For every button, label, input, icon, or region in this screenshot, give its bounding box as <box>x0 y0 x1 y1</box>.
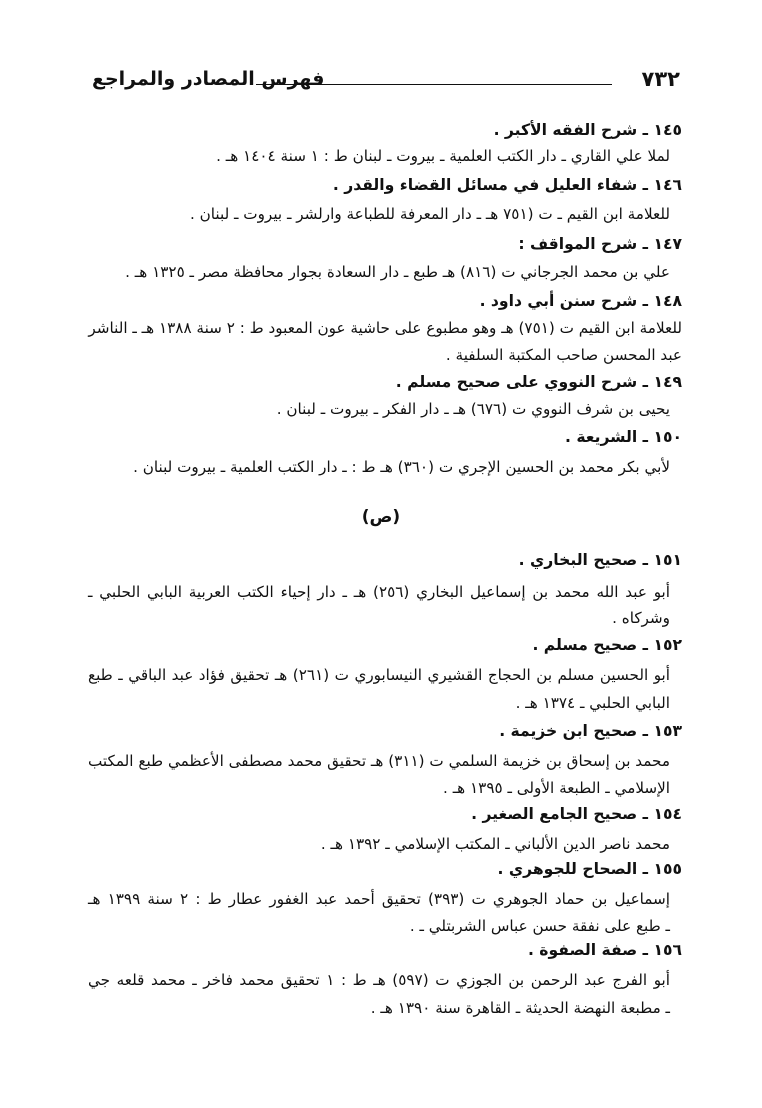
entry-description: محمد بن إسحاق بن خزيمة السلمي ت (٣١١) هـ تحقيق محمد مصطفى الأعظمي طبع المكتب <box>88 752 670 770</box>
entry-title: ١٤٧ ـ شرح المواقف : <box>518 235 682 253</box>
entry-description: أبو عبد الله محمد بن إسماعيل البخاري (٢٥٦) هـ ـ دار إحياء الكتب العربية البابي الحلبي ـ <box>88 583 670 601</box>
entry-title: ١٤٦ ـ شفاء العليل في مسائل القضاء والقدر . <box>332 176 682 194</box>
entry-description: للعلامة ابن القيم ـ ت (٧٥١ هـ ـ دار المعرفة للطباعة وارلشر ـ بيروت ـ لبنان . <box>189 205 670 223</box>
entry-title: ١٥٢ ـ صحيح مسلم . <box>532 636 682 654</box>
entry-title: ١٥٥ ـ الصحاح للجوهري . <box>497 860 682 878</box>
section-heading: (ص) <box>361 507 401 527</box>
entry-description: وشركاه . <box>612 609 670 627</box>
entry-description: ـ مطبعة النهضة الحديثة ـ القاهرة سنة ١٣٩٠ هـ . <box>370 999 670 1017</box>
entry-description: علي بن محمد الجرجاني ت (٨١٦) هـ طبع ـ دار السعادة بجوار محافظة مصر ـ ١٣٢٥ هـ . <box>125 263 670 281</box>
entry-title: ١٥٣ ـ صحيح ابن خزيمة . <box>499 722 682 740</box>
page-number: ٧٣٢ <box>641 67 680 91</box>
entry-title: ١٥٤ ـ صحيح الجامع الصغير . <box>471 805 682 823</box>
entry-description: لملا علي القاري ـ دار الكتب العلمية ـ بيروت ـ لبنان ط : ١ سنة ١٤٠٤ هـ . <box>216 147 670 165</box>
entry-title: ١٥٦ ـ صفة الصفوة . <box>527 941 682 959</box>
entry-description: أبو الفرج عبد الرحمن بن الجوزي ت (٥٩٧) هـ ط : ١ تحقيق محمد فاخر ـ محمد قلعه جي <box>88 971 670 989</box>
entry-description: محمد ناصر الدين الألباني ـ المكتب الإسلامي ـ ١٣٩٢ هـ . <box>320 835 670 853</box>
page-header <box>92 64 680 96</box>
entry-description: عبد المحسن صاحب المكتبة السلفية . <box>445 346 682 364</box>
entry-title: ١٥٠ ـ الشريعة . <box>565 428 682 446</box>
entry-description: إسماعيل بن حماد الجوهري ت (٣٩٣) تحقيق أحمد عبد الغفور عطار ط : ٢ سنة ١٣٩٩ هـ <box>88 890 670 908</box>
entry-title: ١٤٩ ـ شرح النووي على صحيح مسلم . <box>395 373 682 391</box>
entry-description: الإسلامي ـ الطبعة الأولى ـ ١٣٩٥ هـ . <box>443 779 670 797</box>
entry-description: لأبي بكر محمد بن الحسين الإجري ت (٣٦٠) هـ ط : ـ دار الكتب العلمية ـ بيروت لبنان . <box>133 458 670 476</box>
entry-title: ١٤٨ ـ شرح سنن أبي داود . <box>479 292 682 310</box>
entry-description: يحيى بن شرف النووي ت (٦٧٦) هـ ـ دار الفكر ـ بيروت ـ لبنان . <box>276 400 670 418</box>
entry-title: ١٥١ ـ صحيح البخاري . <box>518 551 682 569</box>
running-title: فهرس المصادر والمراجع <box>92 68 325 90</box>
entry-description: أبو الحسين مسلم بن الحجاج القشيري النيسابوري ت (٢٦١) هـ تحقيق فؤاد عبد الباقي ـ طبع <box>88 666 671 684</box>
entry-description: للعلامة ابن القيم ت (٧٥١) هـ وهو مطبوع على حاشية عون المعبود ط : ٢ سنة ١٣٨٨ هـ ـ الناشر <box>88 319 682 337</box>
entry-description: ـ طبع على نفقة حسن عباس الشربتلي ـ . <box>409 917 670 935</box>
entry-description: البابي الحلبي ـ ١٣٧٤ هـ . <box>515 694 670 712</box>
entry-title: ١٤٥ ـ شرح الفقه الأكبر . <box>493 121 682 139</box>
